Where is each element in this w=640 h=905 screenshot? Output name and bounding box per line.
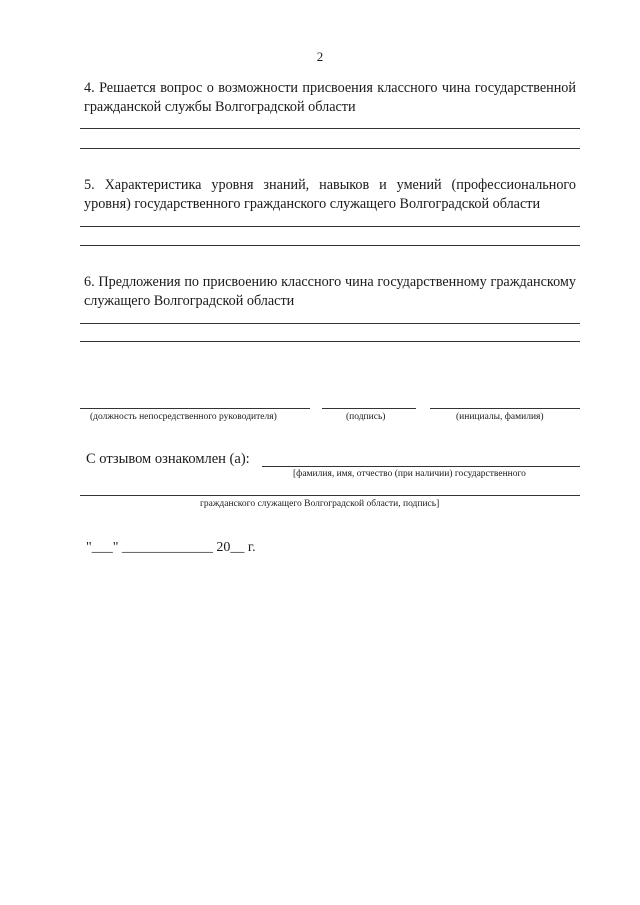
section-4-line-2 [80, 148, 580, 149]
signature-line [322, 408, 416, 409]
section-4-text: 4. Решается вопрос о возможности присвоения классного чина государственной гражданской службы Волгоградской области [84, 80, 576, 115]
section-5-line-2 [80, 245, 580, 246]
section-5-text: 5. Характеристика уровня знаний, навыков и умений (профессионального уровня) государственного гражданского служащего Волгоградской области [84, 177, 576, 212]
position-line [80, 408, 310, 409]
acknowledgement-label: С отзывом ознакомлен (а): [86, 451, 250, 467]
acknowledgement-line-2 [80, 495, 580, 496]
section-6-text: 6. Предложения по присвоению классного чина государственному гражданскому служащего Волгоградской области [84, 274, 576, 309]
acknowledgement-caption-2: гражданского служащего Волгоградской области, подпись] [200, 499, 440, 509]
page-number: 2 [316, 49, 324, 64]
section-6-line-1 [80, 323, 580, 324]
position-caption: (должность непосредственного руководителя) [90, 412, 277, 422]
name-line [430, 408, 580, 409]
date-line: "___" _____________ 20__ г. [86, 540, 256, 555]
section-6-line-2 [80, 341, 580, 342]
section-4-line-1 [80, 128, 580, 129]
acknowledgement-line-1 [262, 466, 580, 467]
section-5-line-1 [80, 226, 580, 227]
acknowledgement-caption-1: [фамилия, имя, отчество (при наличии) государственного [293, 469, 526, 479]
signature-caption: (подпись) [346, 412, 386, 422]
name-caption: (инициалы, фамилия) [456, 412, 544, 422]
